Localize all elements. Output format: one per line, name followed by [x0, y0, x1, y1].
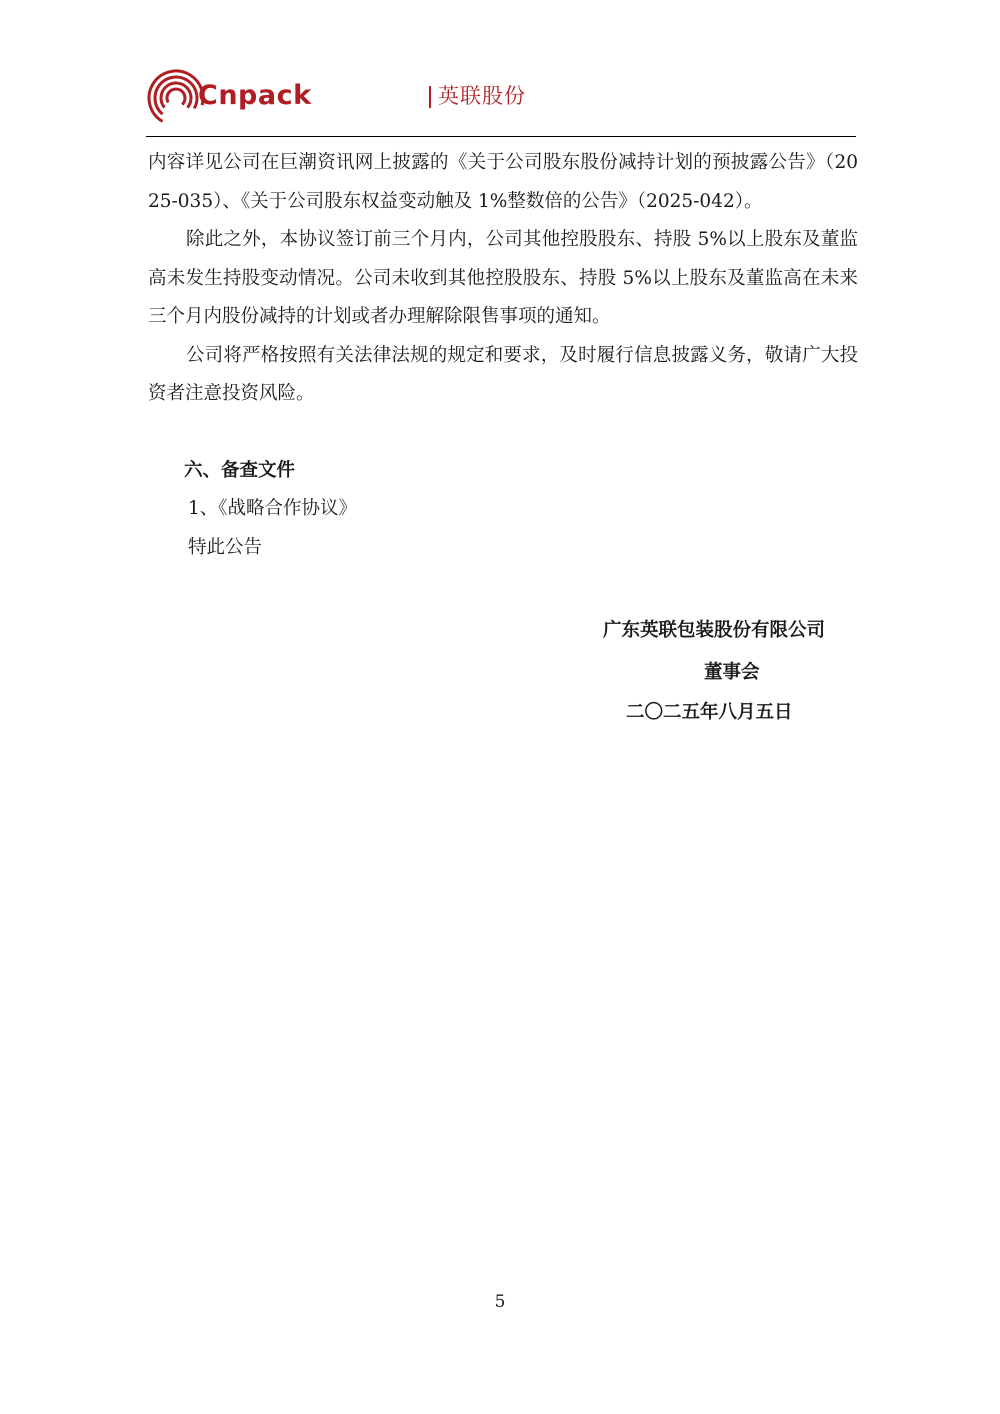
signature-date: 二〇二五年八月五日	[626, 702, 793, 723]
page-header	[146, 66, 856, 138]
paragraph-shareholding: 除此之外，本协议签订前三个月内，公司其他控股股东、持股 5%以上股东及董监高未发生持股变动情况。公司未收到其他控股股东、持股 5%以上股东及董监高在未来三个月内股份减持的计划或者办理解除限售事项的通知。	[148, 229, 858, 327]
paragraph-continued: 内容详见公司在巨潮资讯网上披露的《关于公司股东股份减持计划的预披露公告》（2025-035）、《关于公司股东权益变动触及 1%整数倍的公告》（2025-042）。	[148, 152, 858, 212]
signature-company: 广东英联包装股份有限公司	[603, 620, 826, 641]
reference-document-item: 1、《战略合作协议》	[188, 498, 358, 519]
signature-board: 董事会	[704, 662, 760, 683]
paragraph-risk-notice: 公司将严格按照有关法律法规的规定和要求，及时履行信息披露义务，敬请广大投资者注意投资风险。	[148, 344, 858, 404]
page-number: 5	[494, 1292, 506, 1312]
logo-wordmark: Cnpack	[198, 80, 312, 111]
logo-separator	[429, 86, 431, 108]
document-body	[148, 144, 858, 567]
header-divider	[146, 136, 856, 137]
logo-rings-icon	[146, 68, 206, 128]
logo-chinese-name: 英联股份	[438, 84, 526, 108]
section-title-reference-documents: 六、备查文件	[184, 459, 296, 481]
closing-statement: 特此公告	[188, 536, 263, 558]
